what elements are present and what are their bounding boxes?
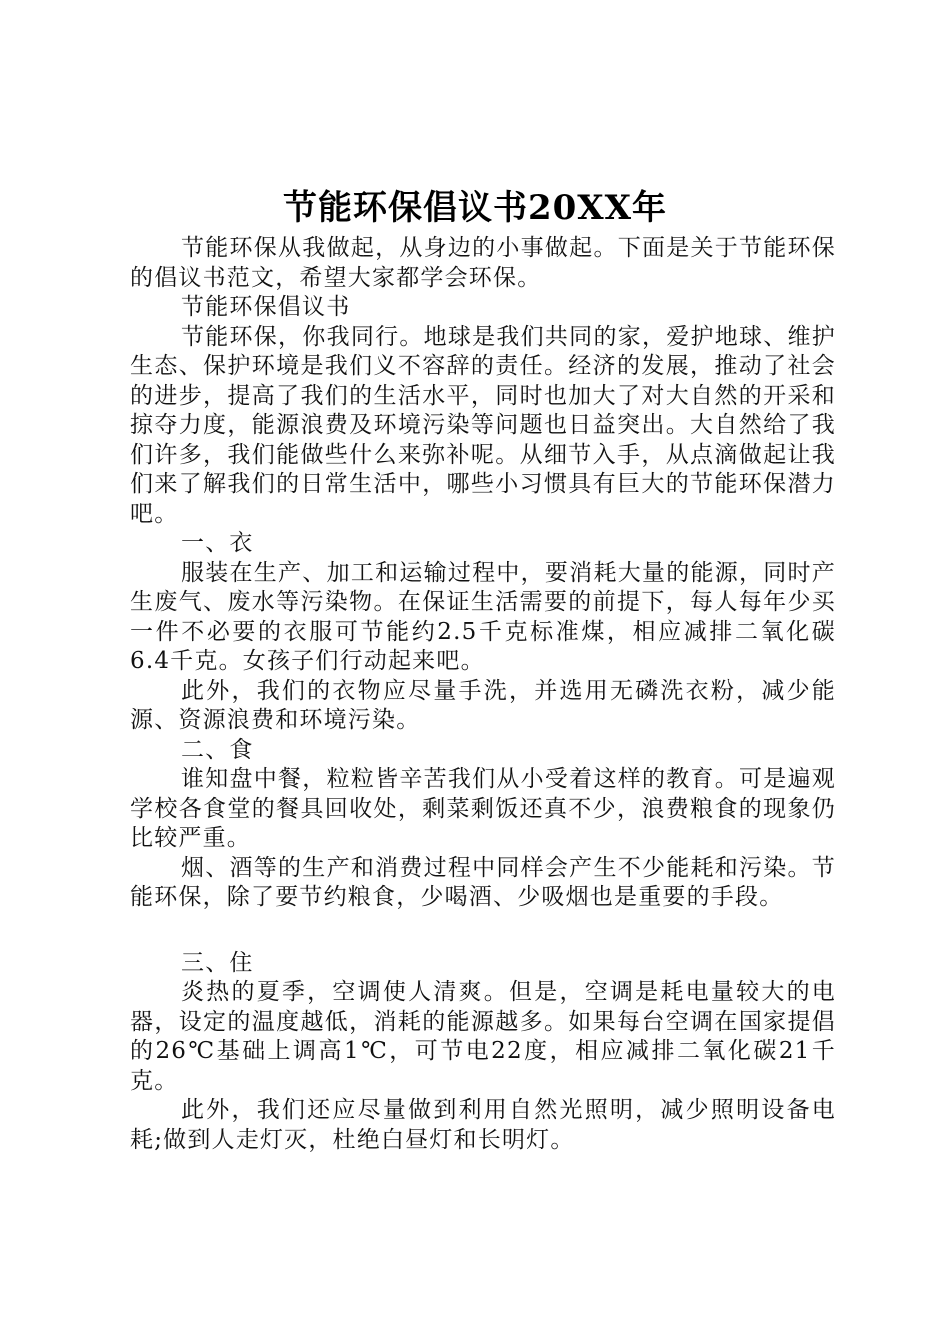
- food-paragraph-1: 谁知盘中餐，粒粒皆辛苦我们从小受着这样的教育。可是遍观学校各食堂的餐具回收处，剩菜剩饭还真不少，浪费粮食的现象仍比较严重。: [130, 766, 836, 851]
- intro-paragraph: 节能环保从我做起，从身边的小事做起。下面是关于节能环保的倡议书范文，希望大家都学会环保。: [130, 235, 836, 291]
- housing-paragraph-2: 此外，我们还应尽量做到利用自然光照明，减少照明设备电耗;做到人走灯灭，杜绝白昼灯和长明灯。: [130, 1097, 836, 1153]
- clothing-paragraph-2: 此外，我们的衣物应尽量手洗，并选用无磷洗衣粉，减少能源、资源浪费和环境污染。: [130, 677, 836, 733]
- section-heading-housing: 三、住: [181, 949, 254, 976]
- food-paragraph-2: 烟、酒等的生产和消费过程中同样会产生不少能耗和污染。节能环保，除了要节约粮食，少喝酒、少吸烟也是重要的手段。: [130, 854, 836, 910]
- clothing-paragraph-1: 服装在生产、加工和运输过程中，要消耗大量的能源，同时产生废气、废水等污染物。在保证生活需要的前提下，每人每年少买一件不必要的衣服可节能约2.5千克标准煤，相应减排二氧化碳6.4千克。女孩子们行动起来吧。: [130, 559, 836, 674]
- document-body: [130, 234, 836, 1155]
- section-heading-proposal: 节能环保倡议书: [181, 294, 351, 320]
- section-heading-food: 二、食: [181, 736, 254, 763]
- section-heading-clothing: 一、衣: [181, 530, 254, 556]
- housing-paragraph-1: 炎热的夏季，空调使人清爽。但是，空调是耗电量较大的电器，设定的温度越低，消耗的能源越多。如果每台空调在国家提倡的26℃基础上调高1℃，可节电22度，相应减排二氧化碳21千克。: [130, 979, 836, 1094]
- proposal-paragraph: 节能环保，你我同行。地球是我们共同的家，爱护地球、维护生态、保护环境是我们义不容辞的责任。经济的发展，推动了社会的进步，提高了我们的生活水平，同时也加大了对大自然的开采和掠夺力度，能源浪费及环境污染等问题也日益突出。大自然给了我们许多，我们能做些什么来弥补呢。从细节入手，从点滴做起让我们来了解我们的日常生活中，哪些小习惯具有巨大的节能环保潜力吧。: [130, 323, 836, 527]
- document-title: 节能环保倡议书20XX年: [282, 188, 668, 228]
